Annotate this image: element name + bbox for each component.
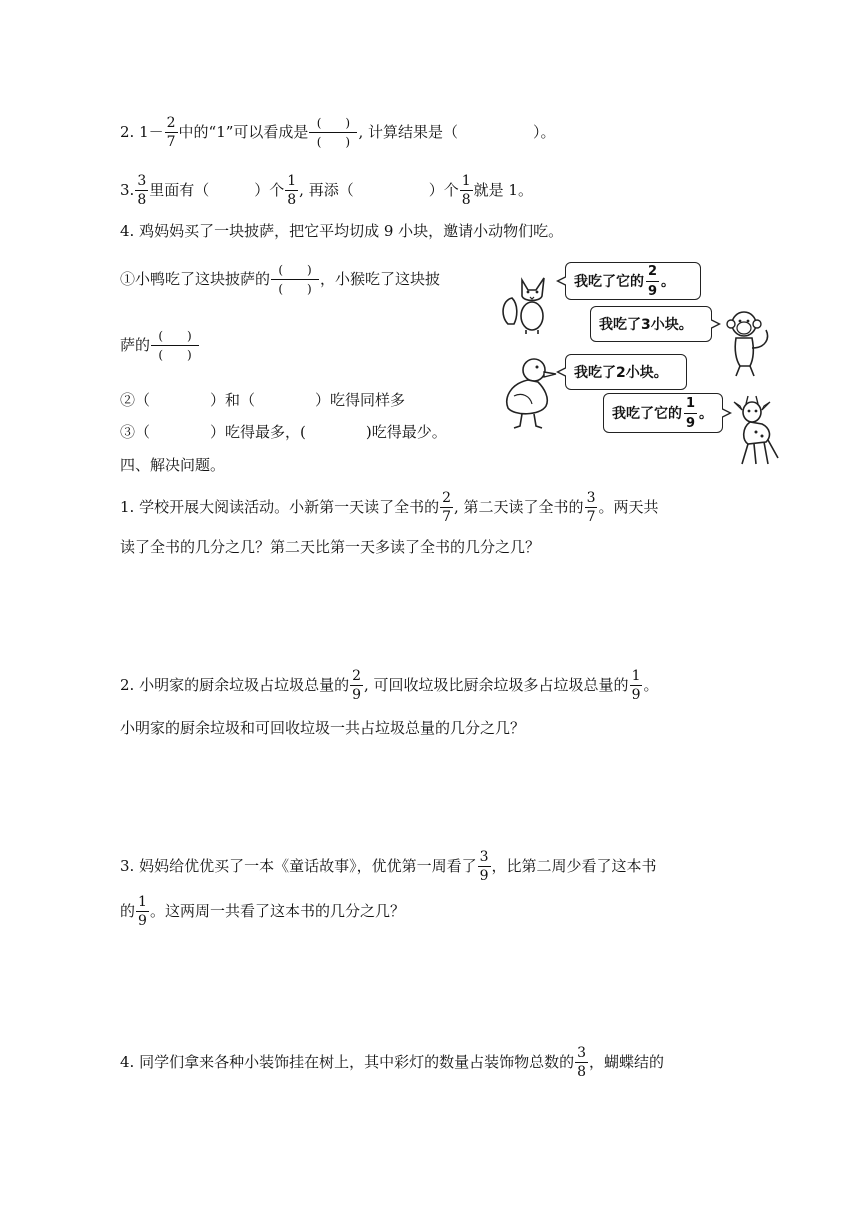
monkey-illustration (720, 308, 776, 378)
problem-2: 2. 小明家的厨余垃圾占垃圾总量的 $\frac{2}{9}$ , 可回收垃圾比厨余垃圾多占垃圾总量的 $\frac{1}{9}$ 。 (120, 668, 659, 703)
question-4-part-1: ①小鸭吃了这块披萨的 $\frac{( )}{( )}$ ，小猴吃了这块披 (120, 263, 441, 296)
monkey-speech-bubble: 我吃了3小块。 (590, 306, 712, 342)
answer-blank-fraction[interactable]: $\frac{( )}{( )}$ (271, 264, 319, 295)
fraction: $\frac{2}{9}$ (648, 263, 658, 299)
fraction: $\frac{2}{7}$ (166, 115, 176, 150)
fraction: $\frac{1}{9}$ (138, 894, 147, 929)
fraction: $\frac{1}{9}$ (631, 668, 641, 703)
fraction: $\frac{1}{8}$ (461, 173, 471, 208)
problem-4: 4. 同学们拿来各种小装饰挂在树上，其中彩灯的数量占装饰物总数的 $\frac{3}{8}$ ，蝴蝶结的 (120, 1045, 665, 1080)
question-4-title: 4. 鸡妈妈买了一块披萨，把它平均切成 9 小块，邀请小动物们吃。 (120, 222, 564, 240)
question-4-part-1-cont: 萨的 $\frac{( )}{( )}$ (120, 330, 200, 361)
fraction: $\frac{2}{7}$ (442, 490, 452, 525)
fraction: $\frac{1}{8}$ (287, 173, 297, 208)
duck-speech-bubble: 我吃了2小块。 (565, 354, 687, 390)
question-4-part-2: ②（ ）和（ ）吃得同样多 (120, 391, 406, 409)
problem-3: 3. 妈妈给优优买了一本《童话故事》，优优第一周看了 $\frac{3}{9}$ ，比第二周少看了这本书 (120, 849, 657, 884)
fraction: $\frac{3}{8}$ (577, 1045, 587, 1080)
problem-1: 1. 学校开展大阅读活动。小新第一天读了全书的 $\frac{2}{7}$ , 第二天读了全书的 $\frac{3}{7}$ 。两天共 (120, 490, 659, 525)
answer-blank-fraction[interactable]: $\frac{( )}{( )}$ (151, 330, 199, 361)
deer-illustration (726, 392, 784, 468)
fox-speech-bubble: 我吃了它的 $\frac{2}{9}$ 。 (565, 262, 701, 300)
fraction: $\frac{3}{9}$ (479, 849, 489, 884)
deer-speech-bubble: 我吃了它的 $\frac{1}{9}$ 。 (603, 393, 723, 433)
question-3: 3. $\frac{3}{8}$ 里面有（ ）个 $\frac{1}{8}$ , 再添（ ）个 $\frac{1}{8}$ 就是 1。 (120, 173, 533, 208)
problem-1-line-2: 读了全书的几分之几？第二天比第一天多读了全书的几分之几？ (120, 538, 541, 556)
question-2: 2. 1－ $\frac{2}{7}$ 中的“1”可以看成是 $\frac{( )}{( )}$ , 计算结果是（ ）。 (120, 115, 556, 150)
problem-2-line-2: 小明家的厨余垃圾和可回收垃圾一共占垃圾总量的几分之几？ (120, 719, 526, 737)
fox-illustration (498, 270, 556, 334)
fraction: $\frac{3}{8}$ (137, 173, 147, 208)
duck-illustration (500, 354, 558, 430)
question-4-part-3: ③（ ）吃得最多，( )吃得最少。 (120, 423, 447, 441)
fraction: $\frac{3}{7}$ (586, 490, 596, 525)
fraction: $\frac{2}{9}$ (352, 668, 362, 703)
fraction: $\frac{1}{9}$ (686, 395, 696, 431)
section-title: 四、解决问题。 (120, 456, 226, 474)
problem-3-line-2: 的 $\frac{1}{9}$ 。这两周一共看了这本书的几分之几？ (120, 894, 405, 929)
answer-blank-fraction[interactable]: $\frac{( )}{( )}$ (309, 117, 357, 148)
